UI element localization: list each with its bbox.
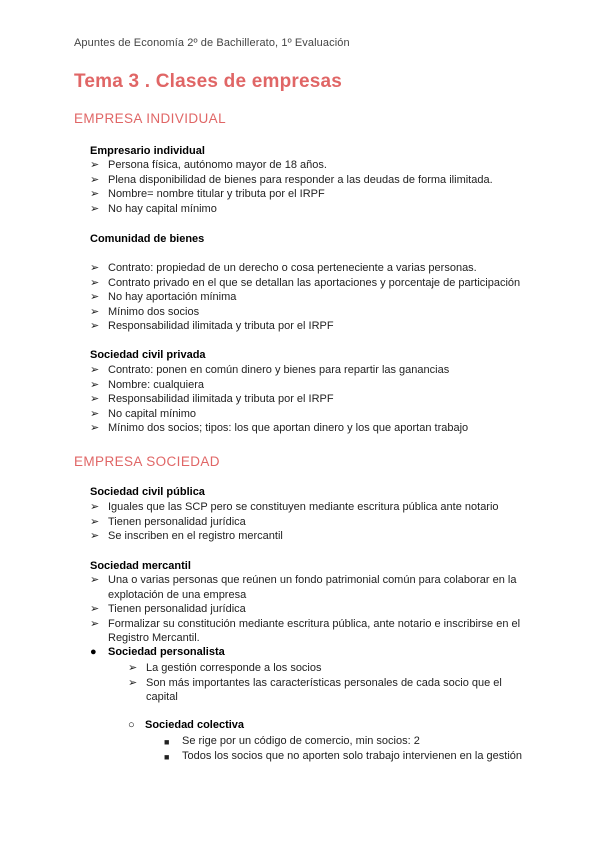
list-item: ■ Se rige por un código de comercio, min socios: 2 — [164, 734, 522, 749]
list-item: ➢ Una o varias personas que reúnen un fondo patrimonial común para colaborar en la explotación de una empresa — [90, 574, 517, 601]
arrow-bullet-icon: ➢ — [90, 364, 100, 376]
arrow-bullet-icon: ➢ — [128, 676, 138, 689]
arrow-bullet-icon: ➢ — [90, 574, 100, 586]
bullet-personalista — [90, 646, 225, 658]
list-item: ➢ Mínimo dos socios — [90, 305, 200, 318]
arrow-bullet-icon: ➢ — [90, 159, 100, 171]
list-item: ➢ Formalizar su constitución mediante escritura pública, ante notario e inscribirse en el Registro Mercantil. — [90, 617, 521, 645]
square-bullet-icon: ■ — [164, 737, 170, 747]
dot-bullet-icon: ● — [90, 646, 97, 658]
square-bullet-icon: ■ — [164, 751, 170, 762]
arrow-bullet-icon: ➢ — [90, 173, 100, 186]
arrow-bullet-icon: ➢ — [90, 515, 100, 528]
list-item: ➢ Se inscriben en el registro mercantil — [90, 530, 283, 543]
list-item: ➢ Tienen personalidad jurídica — [90, 603, 246, 616]
arrow-bullet-icon: ➢ — [90, 188, 100, 201]
list-item: ➢ Responsabilidad ilimitada y tributa por el IRPF — [90, 393, 334, 406]
arrow-bullet-icon: ➢ — [90, 407, 100, 420]
page-title: Tema 3 . Clases de empresas — [74, 71, 343, 92]
arrow-bullet-icon: ➢ — [90, 422, 100, 435]
arrow-bullet-icon: ➢ — [90, 276, 100, 289]
list-item: ➢ Responsabilidad ilimitada y tributa por el IRPF — [90, 320, 334, 333]
arrow-bullet-icon: ➢ — [90, 501, 100, 513]
list-item: ➢ Contrato privado en el que se detallan las aportaciones y porcentaje de participación — [90, 276, 521, 289]
list-comunidad — [90, 261, 520, 334]
arrow-bullet-icon: ➢ — [90, 291, 100, 304]
subsection-title-scp: Sociedad civil privada — [90, 349, 206, 361]
list-item: ■ Todos los socios que no aporten solo trabajo intervienen en la gestión — [164, 749, 522, 764]
list-mercantil — [90, 573, 530, 646]
list-scp — [90, 363, 468, 436]
list-item: ➢ Contrato: propiedad de un derecho o cosa perteneciente a varias personas. — [90, 262, 477, 274]
arrow-bullet-icon: ➢ — [90, 378, 100, 391]
bullet-personalista-title: Sociedad personalista — [108, 646, 225, 658]
list-item: ➢ Contrato: ponen en común dinero y bienes para repartir las ganancias — [90, 364, 450, 376]
bullet-colectiva-title: Sociedad colectiva — [145, 719, 245, 731]
list-item: ➢ Tienen personalidad jurídica — [90, 515, 246, 528]
arrow-bullet-icon: ➢ — [90, 202, 100, 215]
list-scpublica — [90, 500, 499, 544]
list-item: ➢ No capital mínimo — [90, 407, 197, 420]
list-empresario — [90, 158, 493, 216]
list-item: ➢ Iguales que las SCP pero se constituyen mediante escritura pública ante notario — [90, 501, 499, 513]
list-item: ➢ Son más importantes las características personales de cada socio que el capital — [128, 676, 502, 704]
arrow-bullet-icon: ➢ — [90, 530, 100, 543]
list-item: ➢ Nombre= nombre titular y tributa por el IRPF — [90, 188, 325, 201]
arrow-bullet-icon: ➢ — [90, 320, 100, 333]
arrow-bullet-icon: ➢ — [90, 617, 100, 630]
section-heading-individual: EMPRESA INDIVIDUAL — [74, 111, 226, 126]
arrow-bullet-icon: ➢ — [90, 393, 100, 406]
page-header: Apuntes de Economía 2º de Bachillerato, 1º Evaluación — [74, 37, 350, 49]
arrow-bullet-icon: ➢ — [90, 262, 100, 274]
section-heading-sociedad: EMPRESA SOCIEDAD — [74, 454, 220, 469]
list-item: ➢ Nombre: cualquiera — [90, 378, 204, 391]
list-item: ➢ No hay aportación mínima — [90, 291, 237, 304]
list-item: ➢ Persona física, autónomo mayor de 18 años. — [90, 159, 327, 171]
arrow-bullet-icon: ➢ — [90, 603, 100, 616]
list-item: ➢ No hay capital mínimo — [90, 202, 217, 215]
subsection-title-comunidad: Comunidad de bienes — [90, 233, 205, 245]
arrow-bullet-icon: ➢ — [128, 662, 138, 674]
subsection-title-mercantil: Sociedad mercantil — [90, 560, 191, 572]
circle-bullet-icon: ○ — [128, 719, 135, 731]
bullet-colectiva — [128, 719, 244, 731]
list-item: ➢ Plena disponibilidad de bienes para responder a las deudas de forma ilimitada. — [90, 173, 493, 186]
list-item: ➢ Mínimo dos socios; tipos: los que aportan dinero y los que aportan trabajo — [90, 422, 469, 435]
list-personalista — [128, 661, 526, 705]
arrow-bullet-icon: ➢ — [90, 305, 100, 318]
subsection-title-empresario: Empresario individual — [90, 145, 205, 157]
list-colectiva — [164, 734, 522, 763]
list-item: ➢ La gestión corresponde a los socios — [128, 662, 322, 674]
subsection-title-scpublica: Sociedad civil pública — [90, 486, 205, 498]
